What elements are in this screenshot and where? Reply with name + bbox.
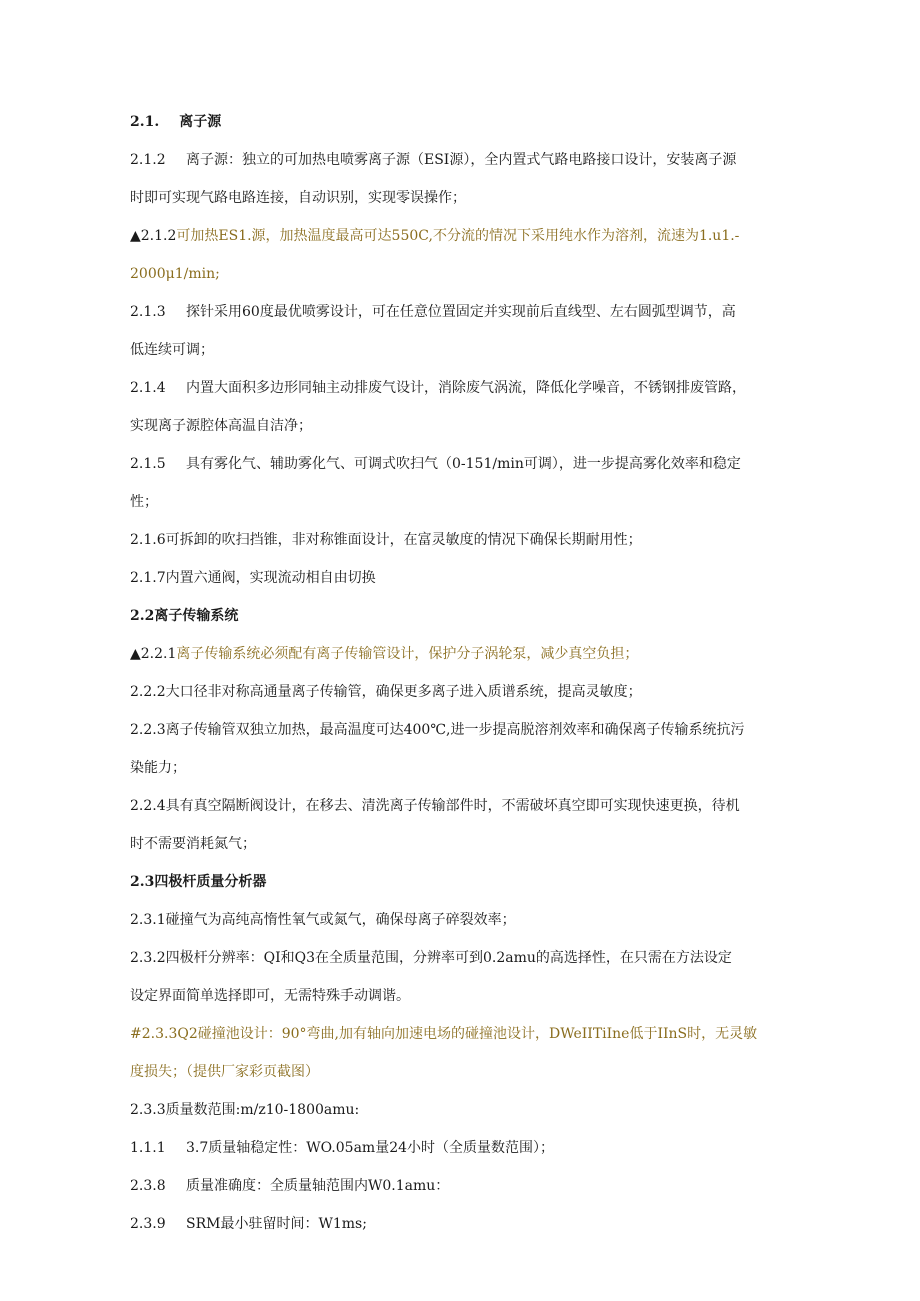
triangle-mark: ▲2.2.1 bbox=[130, 646, 177, 662]
item-2-2-3: 2.2.3离子传输管双独立加热，最高温度可达400℃,进一步提高脱溶剂效率和确保离子传输系统抗污 bbox=[130, 722, 745, 738]
item-2-1-3-cont: 低连续可调； bbox=[130, 342, 214, 358]
section-2-2-heading: 2.2离子传输系统 bbox=[130, 608, 239, 624]
item-2-2-2: 2.2.2大口径非对称高通量离子传输管，确保更多离子进入质谱系统，提高灵敏度； bbox=[130, 684, 642, 700]
item-2-3-3-q2: #2.3.3Q2碰撞池设计：90°弯曲,加有轴向加速电场的碰撞池设计，DWeIITiIne低于IInS时，无灵敏 bbox=[130, 1026, 758, 1042]
triangle-mark: ▲2.1.2 bbox=[130, 228, 177, 244]
item-2-3-2: 2.3.2四极杆分辨率：QI和Q3在全质量范围，分辨率可到0.2amu的高选择性，在只需在方法设定 bbox=[130, 950, 732, 966]
item-2-3-1: 2.3.1碰撞气为高纯高惰性氧气或氮气，确保母离子碎裂效率； bbox=[130, 912, 516, 928]
item-2-2-3-cont: 染能力； bbox=[130, 760, 186, 776]
item-2-1-2-starred-cont: 2000μ1∕min; bbox=[130, 266, 220, 282]
item-2-2-4-cont: 时不需要消耗氮气； bbox=[130, 836, 256, 852]
item-2-1-3: 2.1.3 探针采用60度最优喷雾设计，可在任意位置固定并实现前后直线型、左右圆弧型调节，高 bbox=[130, 304, 736, 320]
item-2-1-4-cont: 实现离子源腔体高温自洁净； bbox=[130, 418, 312, 434]
item-1-1-1: 1.1.1 3.7质量轴稳定性：WO.05am量24小时（全质量数范围）； bbox=[130, 1140, 555, 1156]
item-2-1-6: 2.1.6可拆卸的吹扫挡锥，非对称锥面设计，在富灵敏度的情况下确保长期耐用性； bbox=[130, 532, 642, 548]
item-2-3-3: 2.3.3质量数范围:m/z10-1800amu: bbox=[130, 1102, 360, 1118]
item-2-1-4: 2.1.4 内置大面积多边形同轴主动排废气设计，消除废气涡流，降低化学噪音，不锈钢排废管路， bbox=[130, 380, 746, 396]
document-page bbox=[130, 112, 800, 1234]
section-2-1-heading bbox=[130, 112, 800, 132]
item-2-1-2: 2.1.2 离子源：独立的可加热电喷雾离子源（ESI源），全内置式气路电路接口设计，安装离子源 bbox=[130, 152, 737, 168]
item-2-2-4: 2.2.4具有真空隔断阀设计，在移去、清洗离子传输部件时，不需破坏真空即可实现快速更换，待机 bbox=[130, 798, 740, 814]
item-2-3-9: 2.3.9 SRM最小驻留时间：W1ms; bbox=[130, 1216, 367, 1232]
item-2-1-2-starred: ▲2.1.2可加热ES1.源，加热温度最高可达550C,不分流的情况下采用纯水作为溶剂，流速为1.u1.- bbox=[130, 228, 740, 244]
item-2-3-2-cont: 设定界面简单选择即可，无需特殊手动调谐。 bbox=[130, 988, 410, 1004]
section-title: 离子源 bbox=[179, 114, 222, 130]
item-2-3-8: 2.3.8 质量准确度：全质量轴范围内W0.1amu： bbox=[130, 1178, 450, 1194]
item-2-2-1: ▲2.2.1离子传输系统必须配有离子传输管设计，保护分子涡轮泵，减少真空负担； bbox=[130, 646, 639, 662]
item-2-3-3-q2-cont: 度损失；（提供厂家彩页截图） bbox=[130, 1064, 319, 1080]
section-number: 2.1. bbox=[130, 114, 160, 130]
section-2-3-heading: 2.3四极杆质量分析器 bbox=[130, 874, 267, 890]
item-2-1-2-cont: 时即可实现气路电路连接，自动识别，实现零误操作； bbox=[130, 190, 466, 206]
item-2-1-5: 2.1.5 具有雾化气、辅助雾化气、可调式吹扫气（0-151∕min可调），进一步提高雾化效率和稳定 bbox=[130, 456, 741, 472]
item-2-1-7: 2.1.7内置六通阀，实现流动相自由切换 bbox=[130, 570, 376, 586]
item-2-1-5-cont: 性； bbox=[130, 494, 158, 510]
